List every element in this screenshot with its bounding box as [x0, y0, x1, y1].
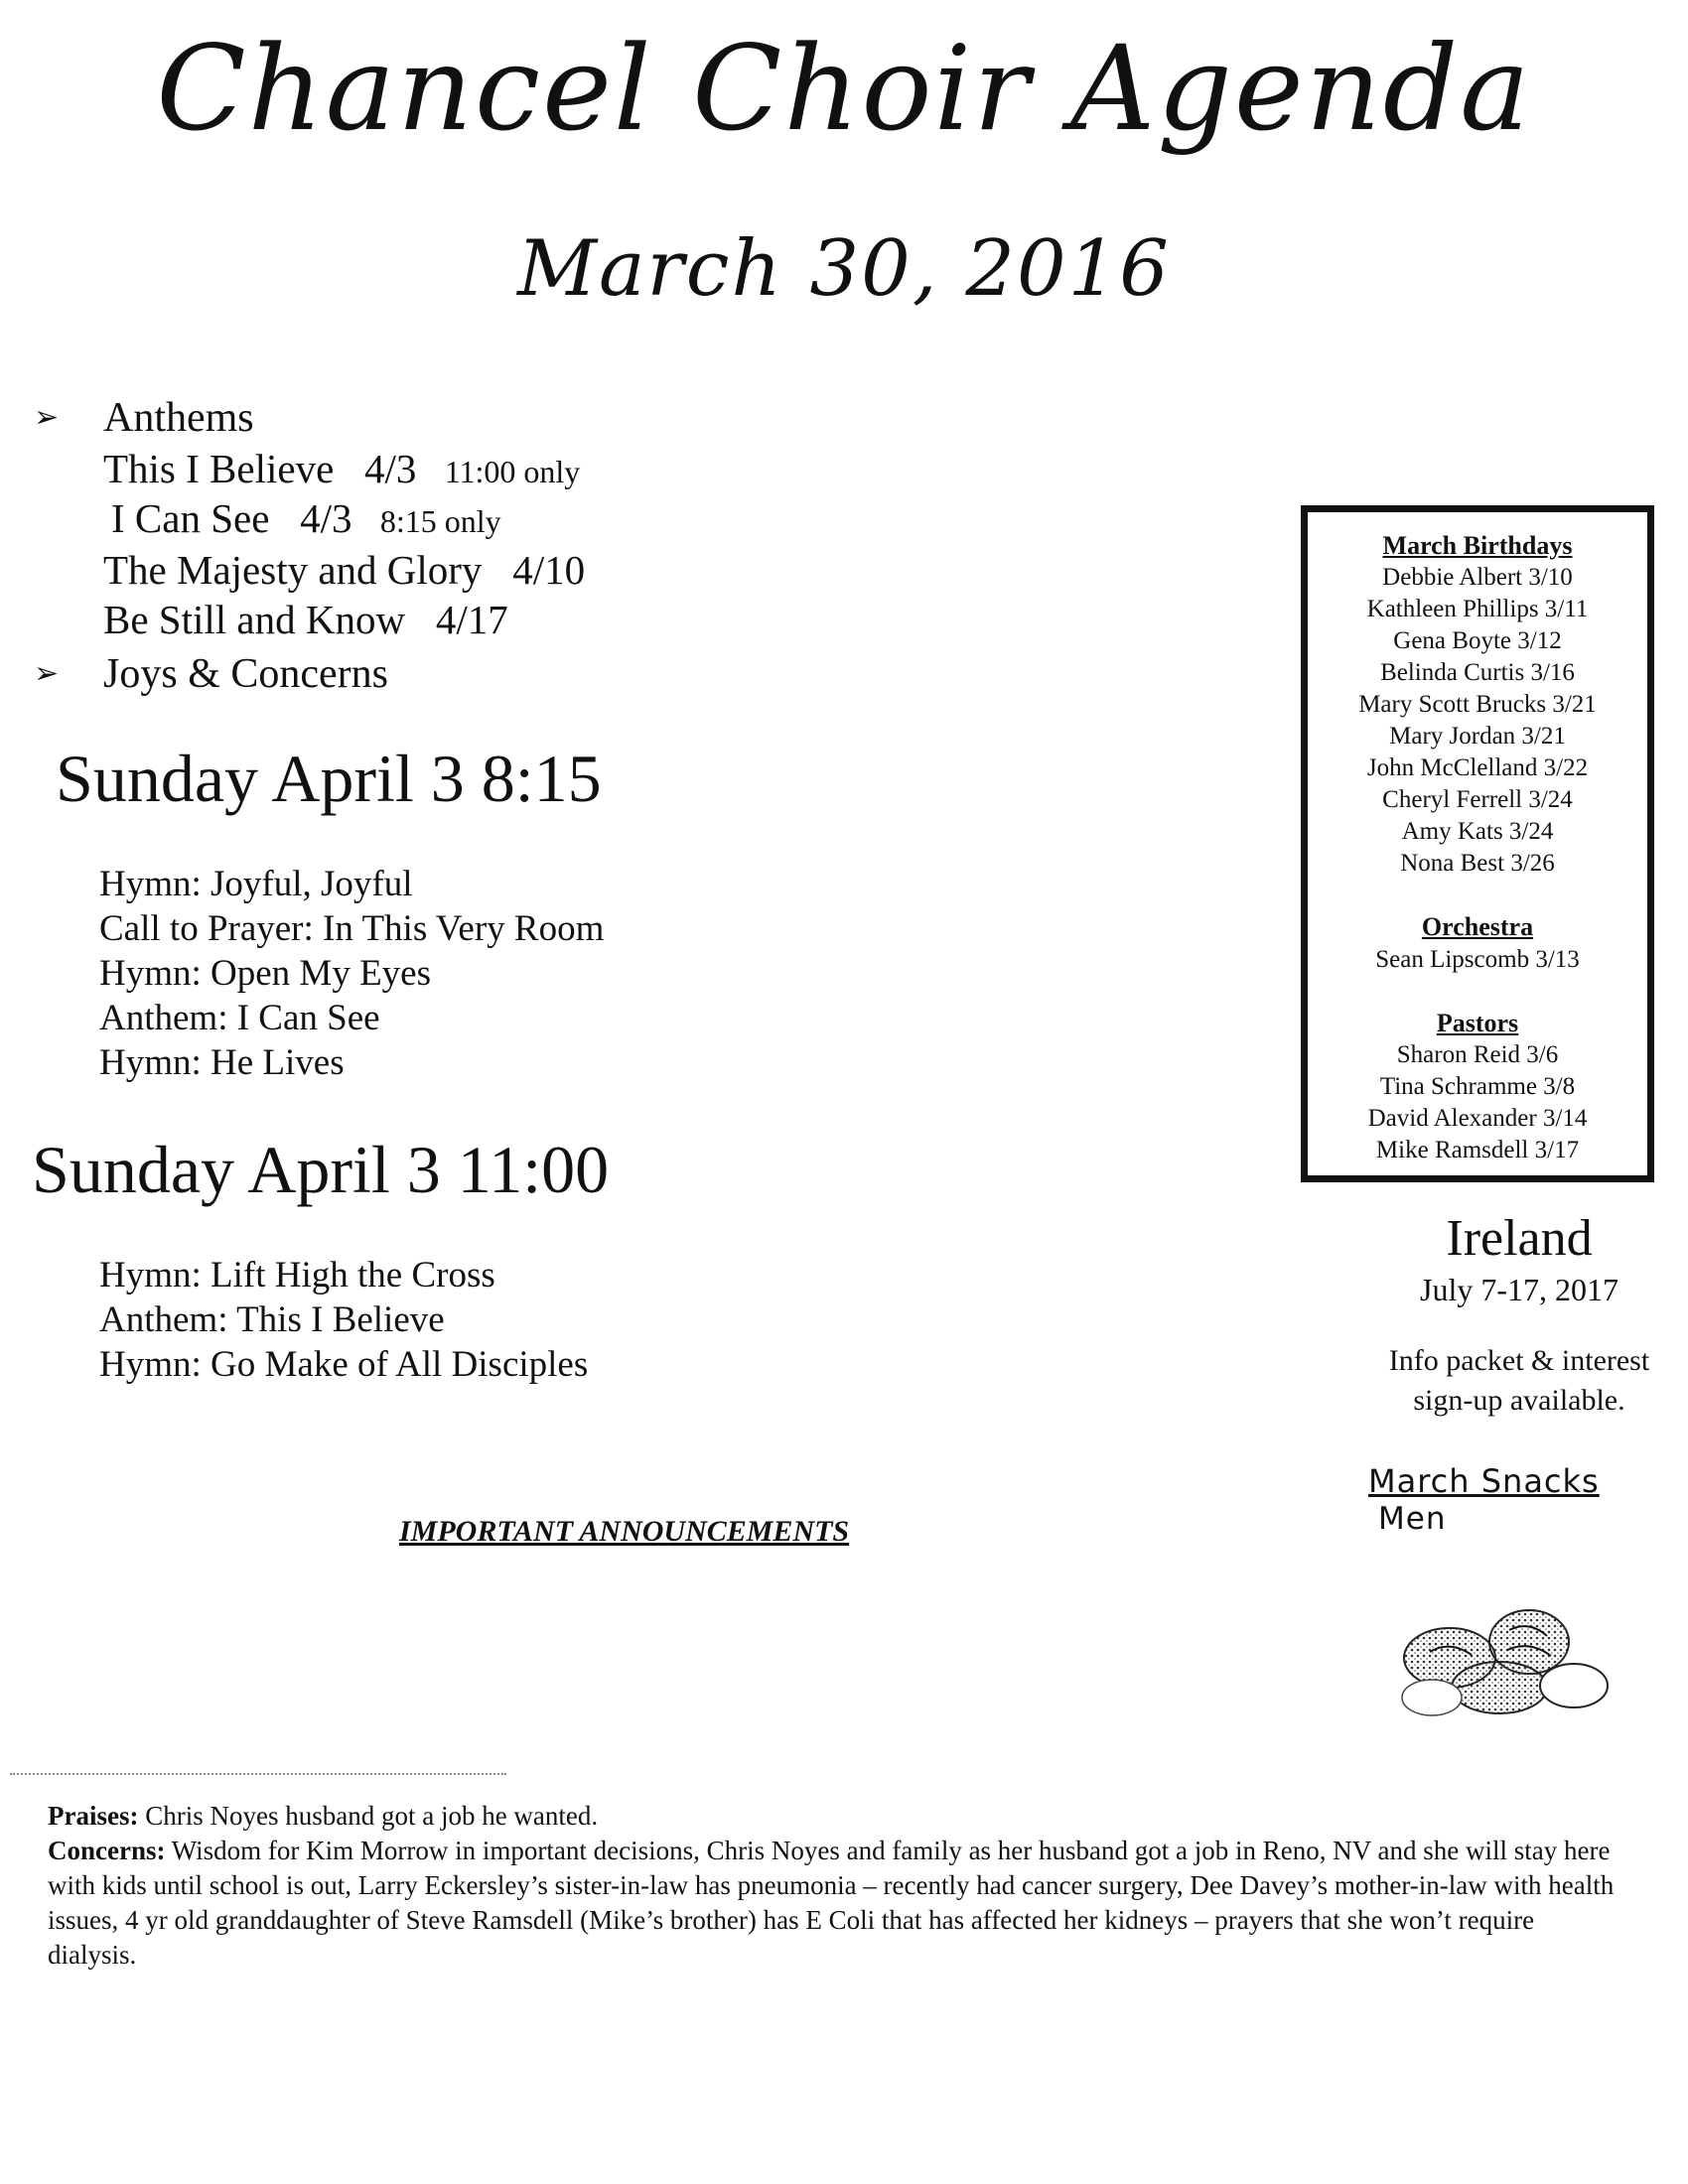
service-item: Call to Prayer: In This Very Room — [99, 908, 605, 949]
anthem-title: This I Believe — [103, 446, 335, 491]
anthem-item — [103, 597, 508, 642]
service-item: Anthem: I Can See — [99, 998, 380, 1038]
anthems-bullet — [34, 397, 254, 439]
anthem-date: 4/3 — [364, 446, 417, 491]
orchestra-heading: Orchestra — [1421, 912, 1534, 941]
page-title: Chancel Choir Agenda — [156, 20, 1532, 157]
anthem-item — [111, 495, 501, 541]
trip-title: Ireland — [1446, 1210, 1593, 1267]
prayer-section — [48, 1799, 1617, 1973]
nuts-illustration-icon — [1380, 1600, 1618, 1734]
snacks-heading: March Snacks — [1368, 1462, 1600, 1500]
service-item: Hymn: He Lives — [99, 1042, 345, 1083]
trip-dates: July 7-17, 2017 — [1420, 1272, 1618, 1307]
arrow-bullet-icon: ➢ — [34, 657, 60, 690]
anthem-date: 4/10 — [512, 547, 586, 593]
praises-label: Praises: — [48, 1801, 139, 1831]
anthem-title: I Can See — [111, 495, 270, 541]
birthday-entry: Debbie Albert 3/10 — [1382, 564, 1573, 591]
birthday-entry: Mike Ramsdell 3/17 — [1375, 1137, 1580, 1163]
march-birthdays-heading: March Birthdays — [1382, 531, 1573, 560]
birthday-entry: Kathleen Phillips 3/11 — [1366, 596, 1589, 622]
birthday-entry: Tina Schramme 3/8 — [1379, 1073, 1576, 1100]
service-heading: Sunday April 3 8:15 — [56, 741, 602, 816]
service-item: Hymn: Go Make of All Disciples — [99, 1344, 589, 1385]
birthday-entry: Sean Lipscomb 3/13 — [1375, 946, 1580, 973]
birthday-entry: Sharon Reid 3/6 — [1396, 1041, 1559, 1068]
anthem-item — [103, 547, 586, 593]
anthem-date: 4/3 — [300, 495, 352, 541]
concerns-label: Concerns: — [48, 1836, 166, 1865]
trip-info-line: Info packet & interest — [1388, 1344, 1650, 1377]
anthem-note: 8:15 only — [379, 503, 501, 539]
anthem-note: 11:00 only — [444, 454, 581, 489]
service-item: Anthem: This I Believe — [99, 1299, 445, 1340]
service-item: Hymn: Open My Eyes — [99, 953, 431, 994]
agenda-date: March 30, 2016 — [517, 224, 1171, 314]
anthem-title: The Majesty and Glory — [103, 547, 483, 593]
announcements-heading: IMPORTANT ANNOUNCEMENTS — [399, 1515, 850, 1548]
praises-line — [48, 1799, 1617, 1834]
anthems-label: Anthems — [103, 395, 254, 441]
arrow-bullet-icon: ➢ — [34, 401, 60, 434]
anthem-item — [103, 446, 581, 491]
birthday-entry: Gena Boyte 3/12 — [1393, 627, 1562, 654]
birthdays-box — [1301, 505, 1654, 1182]
divider — [10, 1773, 506, 1775]
anthem-title: Be Still and Know — [103, 597, 406, 642]
service-item: Hymn: Joyful, Joyful — [99, 864, 413, 904]
concerns-text: Wisdom for Kim Morrow in important decisions, Chris Noyes and family as her husband got a job in Reno, NV and she will stay here with kids until school is out, Larry Eckersley’s sister-in-law has pneumonia – recently had cancer surgery, Dee Davey’s mother-in-law with health issues, 4 yr old granddaughter of Steve Ramsdell (Mike’s brother) has E Coli that has affected her kidneys – prayers that she won’t require dialysis. — [48, 1836, 1615, 1970]
trip-info-line: sign-up available. — [1413, 1384, 1625, 1417]
pastors-heading: Pastors — [1436, 1009, 1519, 1037]
joys-bullet — [34, 653, 388, 695]
praises-text: Chris Noyes husband got a job he wanted. — [145, 1801, 599, 1831]
birthday-entry: Mary Scott Brucks 3/21 — [1358, 691, 1597, 718]
joys-label: Joys & Concerns — [103, 651, 388, 697]
birthday-entry: Amy Kats 3/24 — [1401, 818, 1554, 845]
service-heading: Sunday April 3 11:00 — [32, 1132, 610, 1207]
birthday-entry: David Alexander 3/14 — [1367, 1105, 1588, 1132]
birthday-entry: Cheryl Ferrell 3/24 — [1382, 786, 1573, 813]
birthday-entry: Nona Best 3/26 — [1400, 850, 1555, 877]
birthday-entry: Mary Jordan 3/21 — [1389, 723, 1566, 750]
service-item: Hymn: Lift High the Cross — [99, 1255, 495, 1296]
concerns-line — [48, 1834, 1617, 1973]
birthday-entry: Belinda Curtis 3/16 — [1380, 659, 1575, 686]
anthem-date: 4/17 — [435, 597, 508, 642]
birthday-entry: John McClelland 3/22 — [1366, 754, 1589, 781]
snacks-assignee: Men — [1378, 1501, 1447, 1537]
